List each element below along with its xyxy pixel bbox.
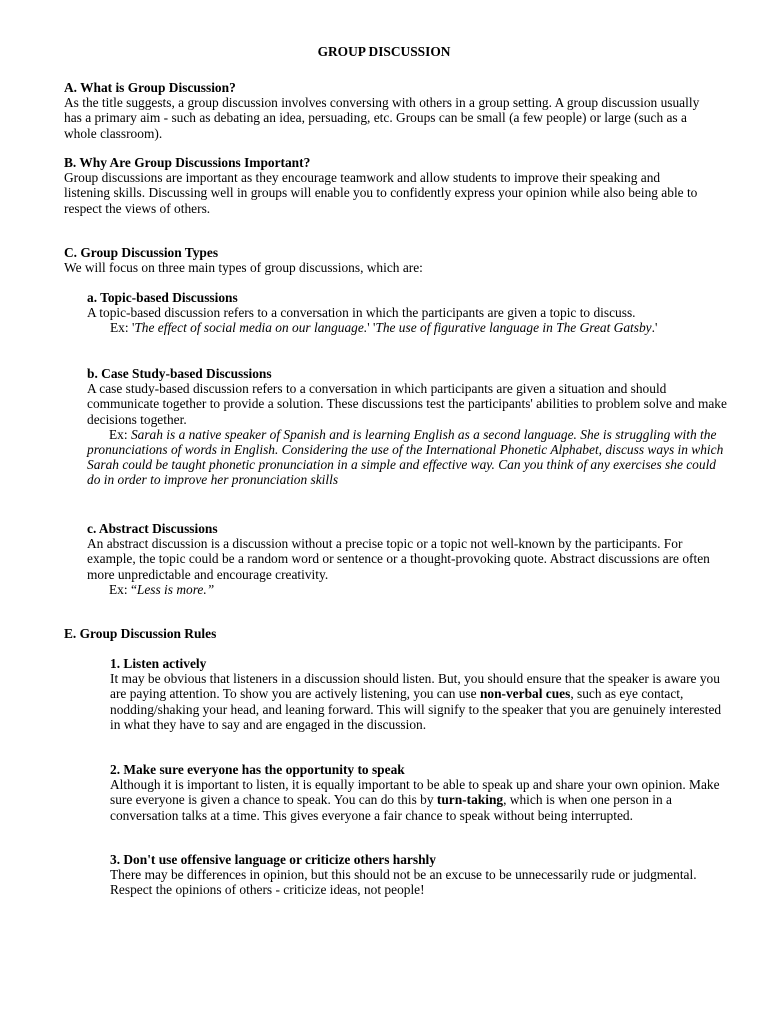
type-c-body: An abstract discussion is a discussion without a precise topic or a topic not well-known by the participants. For example, the topic could be a random word or sentence or a thought-provoking quote. Abstract discussions are often more unpredictable and encourage creativity. [87,536,710,582]
type-b-example-prefix: Ex: [109,426,131,442]
type-b [87,366,727,488]
type-a-example-end: .' [651,320,658,336]
section-e [64,626,724,641]
type-c-heading: c. Abstract Discussions [87,521,218,536]
type-c-example-prefix: Ex: “ [109,581,137,597]
type-c-example-text: Less is more.” [136,581,215,597]
type-c [87,521,727,597]
rule-3-heading: 3. Don't use offensive language or criticize others harshly [110,852,436,867]
rule-3 [110,852,720,898]
rule-1-body [110,671,724,732]
page-title: GROUP DISCUSSION [317,44,451,59]
section-c-heading: C. Group Discussion Types [64,245,219,260]
type-a-example [64,320,726,335]
type-a-heading: a. Topic-based Discussions [87,290,238,305]
type-a-example-2: The use of figurative language in The Great Gatsby [375,320,652,336]
rule-2-heading: 2. Make sure everyone has the opportunity to speak [110,762,405,777]
rule-1-body-part1: It may be obvious that listeners in a discussion should listen. But, you should ensure that the speaker is aware you are paying attention. To show you are actively listening, you can use [110,671,720,702]
type-a-example-prefix: Ex: ' [110,320,135,336]
rule-2-body [110,777,724,823]
section-a-heading: A. What is Group Discussion? [64,80,236,95]
type-b-body: A case study-based discussion refers to a conversation in which participants are given a situation and should communicate together to provide a solution. These discussions test the participants' abilities to problem solve and make decisions together. [87,381,727,427]
rule-1-body-part2: , such as eye contact, nodding/shaking your head, and leaning forward. This will signify to the speaker that you are genuinely interested in what they have to say and are engaged in the discussion. [110,686,722,732]
type-b-example [87,427,727,488]
rule-2-body-part1: Although it is important to listen, it is equally important to be able to speak up and share your own opinion. Make sure everyone is given a chance to speak. You can do this by [110,777,720,808]
rule-1-bold-term: non-verbal cues [479,686,571,702]
type-b-heading: b. Case Study-based Discussions [87,366,272,381]
rule-1 [110,656,724,732]
section-a [64,80,714,141]
type-c-example [87,582,727,597]
section-b [64,155,704,216]
rule-3-body: There may be differences in opinion, but this should not be an excuse to be unnecessarily rude or judgmental. Respect the opinions of others - criticize ideas, not people! [110,867,697,898]
rule-1-heading: 1. Listen actively [110,656,207,671]
rule-2 [110,762,724,823]
section-b-body: Group discussions are important as they encourage teamwork and allow students to improve their speaking and listening skills. Discussing well in groups will enable you to confidently express your opinion while also being able to respect the views of others. [64,170,698,216]
type-a-example-1: The effect of social media on our language. [134,320,368,336]
rule-2-body-part2: , which is when one person in a conversation talks at a time. This gives everyone a fair chance to speak without being interrupted. [110,792,672,823]
rule-2-bold-term: turn-taking [436,792,504,808]
type-b-example-text: Sarah is a native speaker of Spanish and is learning English as a second language. She is struggling with the pronunciations of words in English. Considering the use of the International Phonetic Alphabet, discuss ways in which Sarah could be taught phonetic pronunciation in a simple and effective way. Can you think of any exercises she could do in order to improve her pronunciation skills [87,426,724,488]
type-a-body: A topic-based discussion refers to a conversation in which the participants are given a topic to discuss. [87,305,636,321]
type-a-example-mid: ' ' [367,320,376,336]
type-a [64,290,726,336]
section-c-intro: We will focus on three main types of group discussions, which are: [64,260,423,276]
section-b-heading: B. Why Are Group Discussions Important? [64,155,311,170]
section-a-body: As the title suggests, a group discussion involves conversing with others in a group setting. A group discussion usually has a primary aim - such as debating an idea, persuading, etc. Groups can be small (a few people) or large (such as a whole classroom). [64,95,700,141]
section-e-heading: E. Group Discussion Rules [64,626,217,641]
section-c [64,245,724,275]
